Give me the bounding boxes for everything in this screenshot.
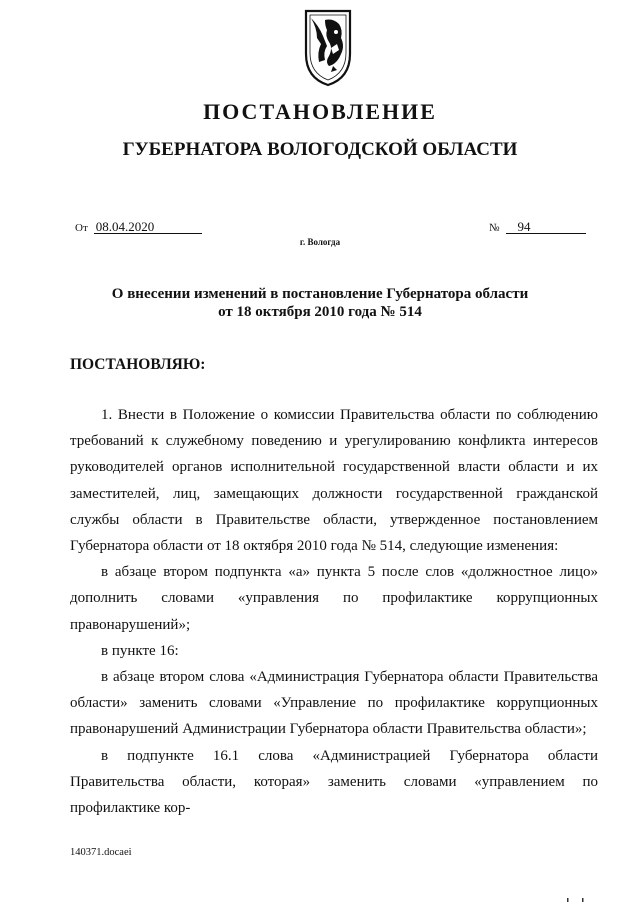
subject-heading [70, 285, 570, 321]
subject-line-2: от 18 октября 2010 года № 514 [218, 304, 422, 320]
date-field [75, 220, 202, 234]
number-value: 94 [506, 220, 586, 234]
city-label: г. Вологда [299, 237, 341, 247]
paragraph: 1. Внести в Положение о комиссии Правительства области по соблюдению требований к служебному поведению и урегулированию конфликта интересов руководителей органов исполнительной государственной власти области и их заместителей, лиц, замещающих должности государственной гражданской службы области в Правительстве области, утвержденное постановлением Губернатора области от 18 октября 2010 года № 514, следующие изменения: [70, 407, 598, 555]
date-value: 08.04.2020 [94, 220, 202, 234]
document-title: ПОСТАНОВЛЕНИЕ [203, 99, 437, 124]
date-label: От [75, 222, 88, 234]
subject-line-1: О внесении изменений в постановление Губернатора области [111, 286, 529, 302]
number-field [489, 220, 586, 234]
number-label: № [489, 222, 500, 234]
scan-marks [566, 897, 586, 903]
paragraph: в подпункте 16.1 слова «Администрацией Губернатора области Правительства области, которая» заменить словами «управлением по профилактике кор- [70, 747, 598, 817]
document-body [70, 402, 598, 821]
vologda-coat-of-arms-icon [303, 8, 353, 88]
document-id: 140371.docaei [70, 847, 132, 858]
paragraph: в пункте 16: [101, 642, 179, 659]
paragraph: в абзаце втором слова «Администрация Губернатора области Правительства области» заменить словами «Управление по профилактике коррупционных правонарушений Администрации Губернатора области Правительства области»; [70, 669, 598, 738]
paragraph: в абзаце втором подпункта «а» пункта 5 после слов «должностное лицо» дополнить словами «управления по профилактике коррупционных правонарушений»; [70, 564, 598, 633]
issuer-subtitle: ГУБЕРНАТОРА ВОЛОГОДСКОЙ ОБЛАСТИ [122, 139, 518, 160]
decree-word: ПОСТАНОВЛЯЮ: [70, 356, 206, 373]
